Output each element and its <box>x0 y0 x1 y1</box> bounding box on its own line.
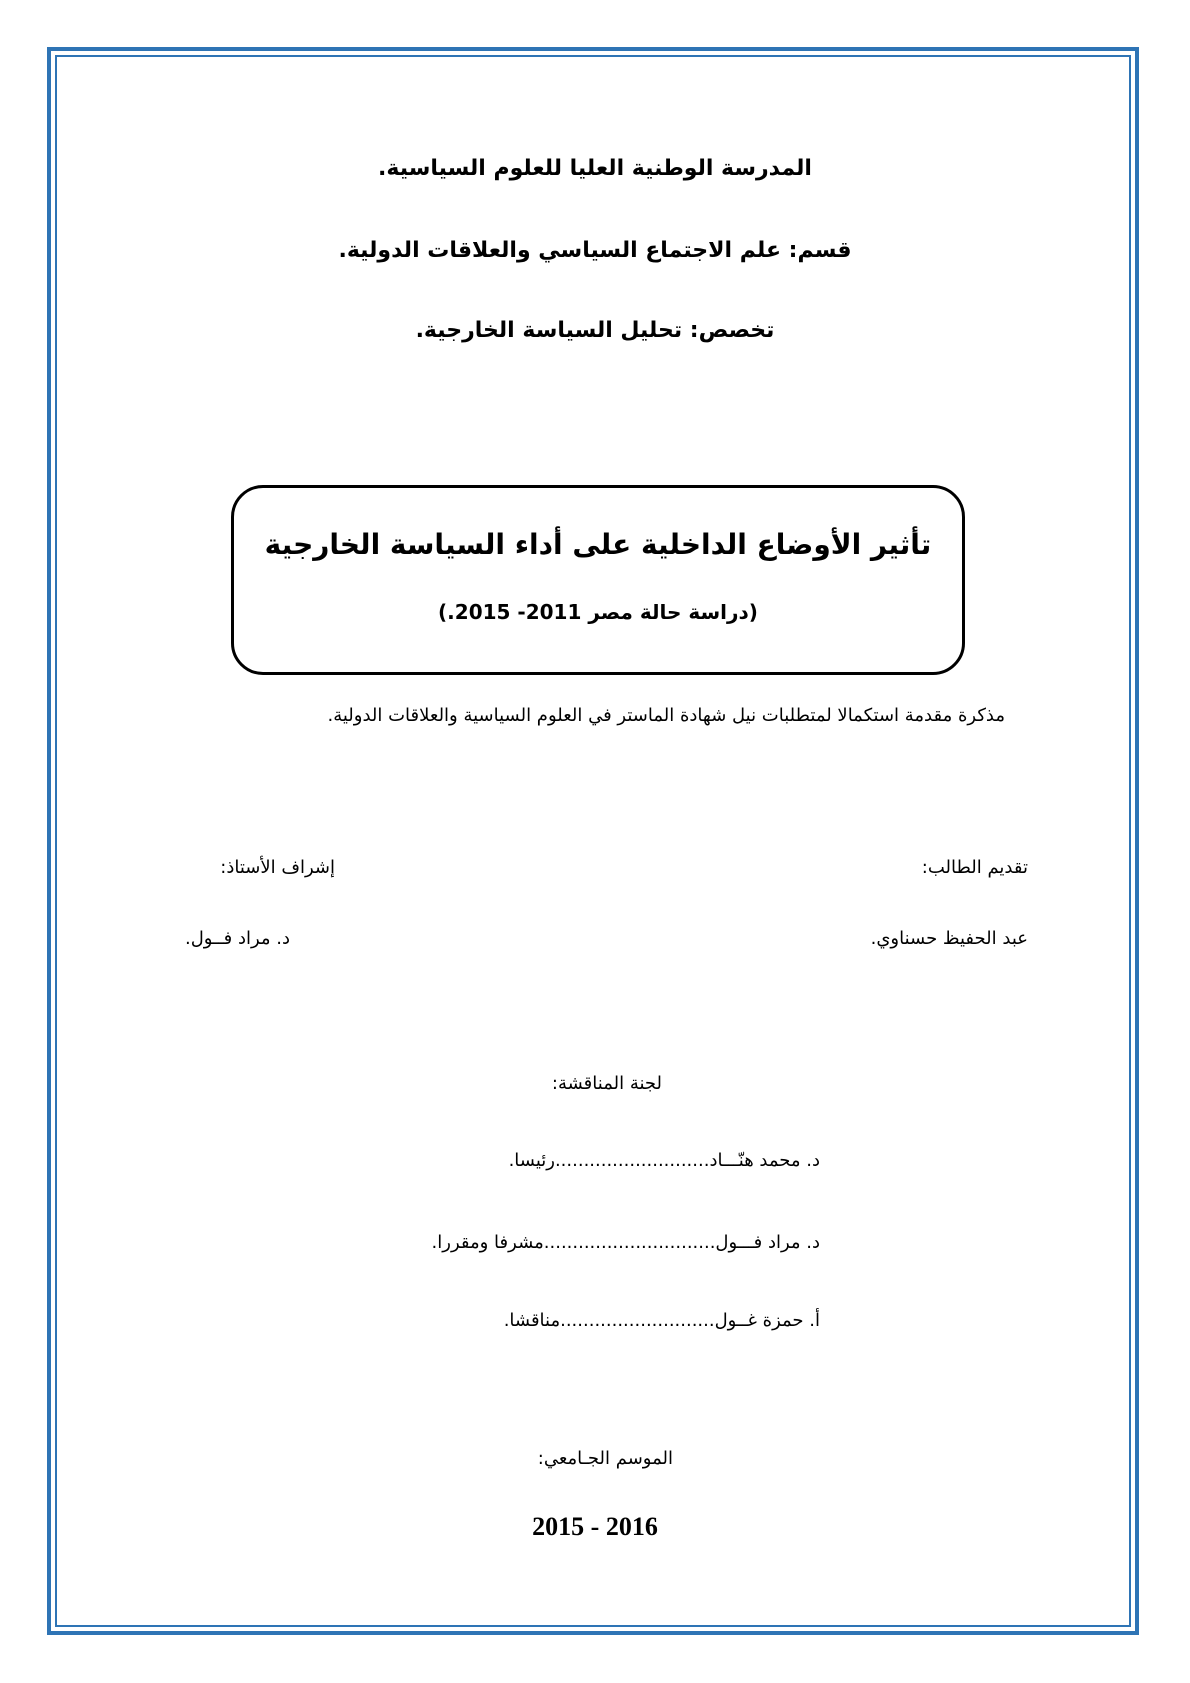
memo-statement: مذكرة مقدمة استكمالا لمتطلبات نيل شهادة الماستر في العلوم السياسية والعلاقات الدولية. <box>327 705 1005 726</box>
academic-season-label: الموسم الجـامعي: <box>537 1448 673 1469</box>
thesis-subtitle: (دراسة حالة مصر 2011- 2015.) <box>438 600 758 624</box>
department-name: قسم: علم الاجتماع السياسي والعلاقات الدولية. <box>338 238 852 263</box>
committee-member-chair: د. محمد هنّـــاد...........................رئيسا. <box>508 1150 820 1171</box>
thesis-title: تأثير الأوضاع الداخلية على أداء السياسة الخارجية <box>264 528 932 561</box>
committee-label: لجنة المناقشة: <box>551 1073 662 1094</box>
academic-season-years: 2015 - 2016 <box>532 1512 658 1541</box>
committee-member-examiner: أ. حمزة غــول...........................مناقشا. <box>503 1310 820 1331</box>
page-border-inner <box>55 55 1131 1627</box>
committee-member-supervisor: د. مراد فـــول..............................مشرفا ومقررا. <box>431 1232 820 1253</box>
student-name: عبد الحفيظ حسناوي. <box>870 928 1028 949</box>
supervisor-name: د. مراد فــول. <box>184 928 290 949</box>
school-name: المدرسة الوطنية العليا للعلوم السياسية. <box>378 156 812 181</box>
thesis-title-box <box>231 485 965 675</box>
specialization-name: تخصص: تحليل السياسة الخارجية. <box>415 318 775 343</box>
supervisor-label: إشراف الأستاذ: <box>220 857 335 878</box>
student-label: تقديم الطالب: <box>921 857 1028 878</box>
